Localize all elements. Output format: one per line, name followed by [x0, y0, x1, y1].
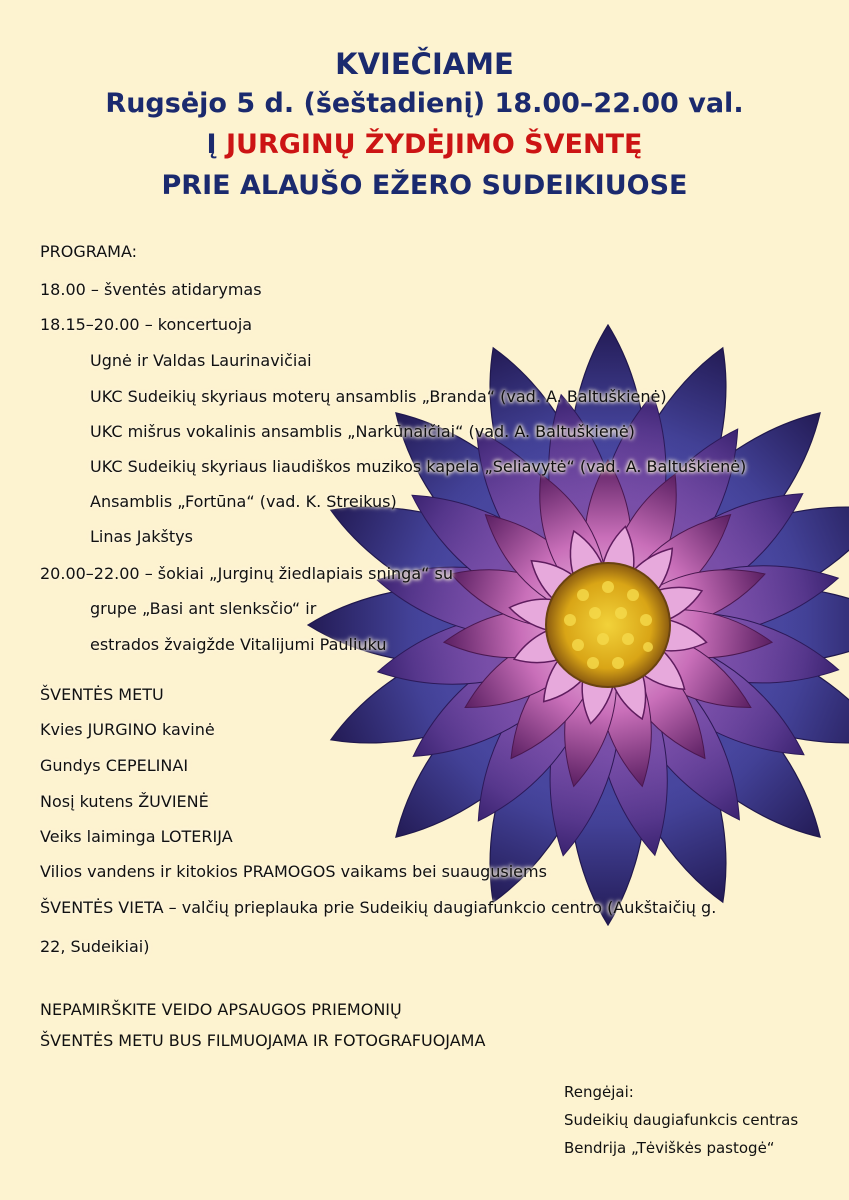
- invitation-heading: KVIEČIAME: [335, 47, 514, 81]
- during-item: Veiks laiminga LOTERIJA: [40, 827, 233, 846]
- program-opening: 18.00 – šventės atidarymas: [40, 280, 262, 299]
- performer-item: UKC mišrus vokalinis ansamblis „Narkūnaičiai“ (vad. A. Baltuškienė): [90, 422, 635, 441]
- during-item: Gundys CEPELINAI: [40, 756, 189, 775]
- performer-item: UKC Sudeikių skyriaus moterų ansamblis „Branda“ (vad. A. Baltuškienė): [90, 387, 667, 406]
- poster-header: [0, 44, 849, 206]
- venue-line: ŠVENTĖS VIETA – valčių prieplauka prie Sudeikių daugiafunkcio centro (Aukštaičių g.: [40, 898, 717, 917]
- organizer-item: Bendrija „Tėviškės pastogė“: [564, 1139, 775, 1157]
- performer-item: UKC Sudeikių skyriaus liaudiškos muzikos kapela „Seliavytė“ (vad. A. Baltuškienė): [90, 457, 747, 476]
- notice-line: NEPAMIRŠKITE VEIDO APSAUGOS PRIEMONIŲ: [40, 1000, 402, 1019]
- program-concert: 18.15–20.00 – koncertuoja: [40, 315, 253, 334]
- during-item: Kvies JURGINO kavinė: [40, 720, 215, 739]
- organizers-title: Rengėjai:: [564, 1083, 634, 1101]
- performer-item: Ansamblis „Fortūna“ (vad. K. Streikus): [90, 492, 397, 511]
- during-item: Vilios vandens ir kitokios PRAMOGOS vaikams bei suaugusiems: [40, 862, 547, 881]
- event-name: JURGINŲ ŽYDĖJIMO ŠVENTĘ: [226, 129, 643, 160]
- event-location-heading: PRIE ALAUŠO EŽERO SUDEIKIUOSE: [161, 170, 688, 201]
- event-date-time: Rugsėjo 5 d. (šeštadienį) 18.00–22.00 val.: [105, 88, 744, 119]
- program-dance: 20.00–22.00 – šokiai „Jurginų žiedlapiais sninga“ su: [40, 564, 453, 583]
- performer-item: Ugnė ir Valdas Laurinavičiai: [90, 351, 312, 370]
- during-item: Nosį kutens ŽUVIENĖ: [40, 792, 209, 811]
- organizer-item: Sudeikių daugiafunkcis centras: [564, 1111, 799, 1129]
- during-title: ŠVENTĖS METU: [40, 685, 164, 704]
- notice-line: ŠVENTĖS METU BUS FILMUOJAMA IR FOTOGRAFUOJAMA: [40, 1031, 486, 1050]
- event-name-prefix: Į: [206, 129, 226, 160]
- venue-line: 22, Sudeikiai): [40, 937, 150, 956]
- event-name-line: [0, 124, 849, 166]
- program-dance-cont: grupe „Basi ant slenksčio“ ir: [90, 599, 317, 618]
- performer-item: Linas Jakštys: [90, 527, 193, 546]
- program-title: PROGRAMA:: [40, 242, 138, 261]
- program-dance-cont: estrados žvaigžde Vitalijumi Pauliuku: [90, 635, 387, 654]
